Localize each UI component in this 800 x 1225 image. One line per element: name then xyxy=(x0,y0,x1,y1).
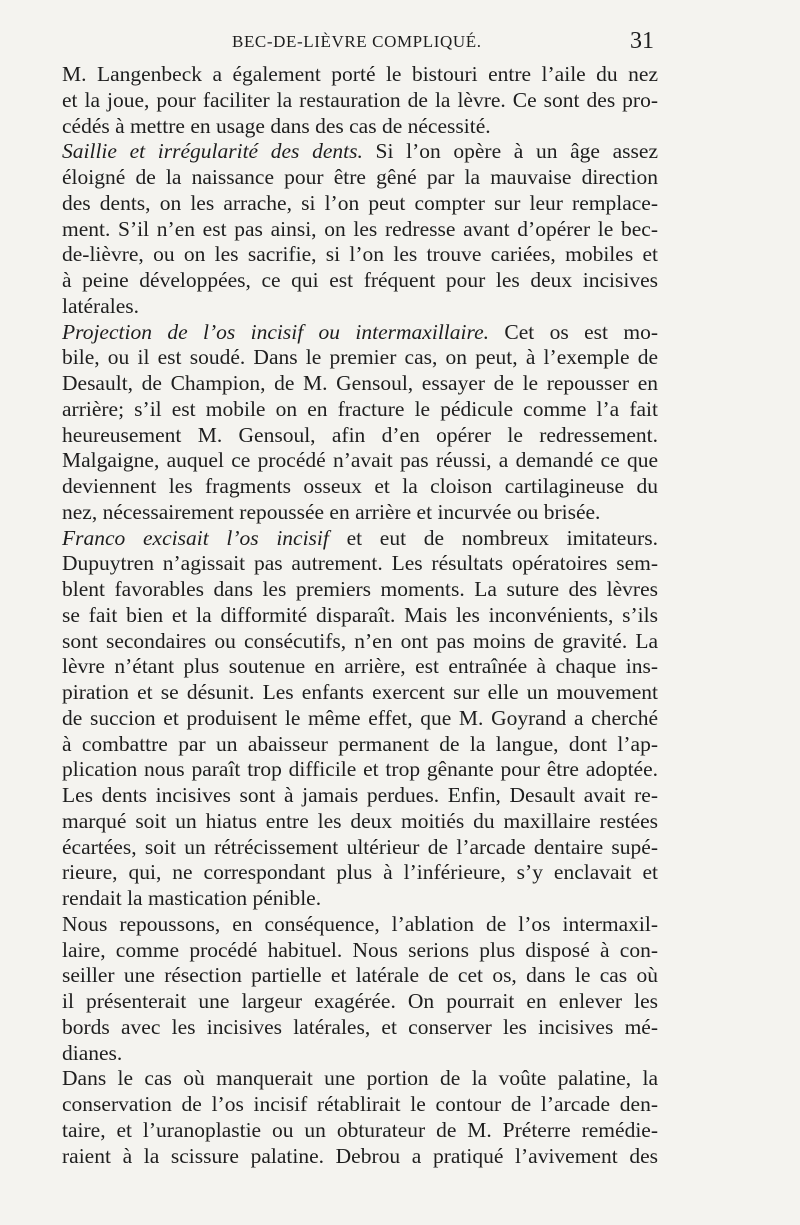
section-lead-italic: Projection de l’os incisif ou intermaxillaire. xyxy=(62,319,489,344)
line-text: à combattre par un abaisseur permanent de la langue, dont l’ap- xyxy=(62,731,658,756)
text-line xyxy=(62,1144,658,1170)
body-text xyxy=(62,62,658,1169)
line-text: cédés à mettre en usage dans des cas de nécessité. xyxy=(62,113,491,138)
text-line xyxy=(62,629,658,655)
line-text: éloigné de la naissance pour être gêné par la mauvaise direction xyxy=(62,165,658,189)
line-text: Dupuytren n’agissait pas autrement. Les résultats opératoires sem- xyxy=(62,551,658,576)
text-line xyxy=(62,62,658,88)
text-line xyxy=(62,551,658,577)
text-line xyxy=(62,732,658,758)
line-text: piration et se désunit. Les enfants exercent sur elle un mouvement xyxy=(62,680,658,704)
line-text: latérales. xyxy=(62,293,139,318)
page-number: 31 xyxy=(630,28,654,54)
text-line xyxy=(62,448,658,474)
line-text: arrière; s’il est mobile on en fracture le pédicule comme l’a fait xyxy=(62,396,658,421)
line-text: taire, et l’uranoplastie ou un obturateur de M. Préterre remédie- xyxy=(62,1117,658,1142)
text-line xyxy=(62,1118,658,1144)
line-text: des dents, on les arrache, si l’on peut compter sur leur remplace- xyxy=(62,190,658,215)
text-line xyxy=(62,242,658,268)
text-line xyxy=(62,1015,658,1041)
line-text: il présenterait une largeur exagérée. On pourrait en enlever les xyxy=(62,989,658,1013)
line-text: Les dents incisives sont à jamais perdues. Enfin, Desault avait re- xyxy=(62,783,658,807)
text-line xyxy=(62,268,658,294)
line-text: rendait la mastication pénible. xyxy=(62,886,322,910)
line-text: laire, comme procédé habituel. Nous serions plus disposé à con- xyxy=(62,937,658,962)
line-text: deviennent les fragments osseux et la cloison cartilagineuse du xyxy=(62,474,658,498)
text-line xyxy=(62,886,658,912)
line-text: de succion et produisent le même effet, que M. Goyrand a cherché xyxy=(62,705,658,730)
line-text: seiller une résection partielle et latérale de cet os, dans le cas où xyxy=(62,963,658,988)
line-text: M. Langenbeck a également porté le bistouri entre l’aile du nez xyxy=(62,62,658,86)
line-text: blent favorables dans les premiers moments. La suture des lèvres xyxy=(62,577,658,601)
text-line xyxy=(62,963,658,989)
text-line xyxy=(62,191,658,217)
line-text: Dans le cas où manquerait une portion de la voûte palatine, la xyxy=(62,1066,658,1091)
line-text: Si l’on opère à un âge assez xyxy=(362,139,658,164)
running-head xyxy=(0,28,800,58)
text-line xyxy=(62,294,658,320)
line-text: Malgaigne, auquel ce procédé n’avait pas réussi, a demandé ce que xyxy=(62,448,658,473)
line-text: nez, nécessairement repoussée en arrière et incurvée ou brisée. xyxy=(62,499,601,524)
text-line xyxy=(62,474,658,500)
line-text: à peine développées, ce qui est fréquent pour les deux incisives xyxy=(62,268,658,292)
text-line xyxy=(62,577,658,603)
line-text: sont secondaires ou consécutifs, n’en ont pas moins de gravité. La xyxy=(62,628,658,653)
line-text: ment. S’il n’en est pas ainsi, on les redresse avant d’opérer le bec- xyxy=(62,216,658,241)
text-line xyxy=(62,320,658,346)
line-text: bile, ou il est soudé. Dans le premier cas, on peut, à l’exemple de xyxy=(62,345,658,370)
line-text: marqué soit un hiatus entre les deux moitiés du maxillaire restées xyxy=(62,808,658,833)
line-text: Desault, de Champion, de M. Gensoul, essayer de le repousser en xyxy=(62,371,658,395)
section-lead-italic: Saillie et irrégularité des dents. xyxy=(62,139,363,164)
text-line xyxy=(62,757,658,783)
text-line xyxy=(62,165,658,191)
line-text: conservation de l’os incisif rétablirait le contour de l’arcade den- xyxy=(62,1092,658,1116)
text-line xyxy=(62,500,658,526)
text-line xyxy=(62,809,658,835)
text-line xyxy=(62,345,658,371)
running-title: BEC-DE-LIÈVRE COMPLIQUÉ. xyxy=(232,32,482,51)
text-line xyxy=(62,397,658,423)
line-text: Cet os est mo- xyxy=(489,319,658,344)
text-line xyxy=(62,706,658,732)
line-text: et la joue, pour faciliter la restauration de la lèvre. Ce sont des pro- xyxy=(62,87,658,112)
text-line xyxy=(62,680,658,706)
line-text: rieure, qui, ne correspondant plus à l’inférieure, s’y enclavait et xyxy=(62,860,658,885)
section-lead-italic: Franco excisait l’os incisif xyxy=(62,525,329,550)
line-text: écartées, soit un rétrécissement ultérieur de l’arcade dentaire supé- xyxy=(62,834,658,859)
line-text: raient à la scissure palatine. Debrou a pratiqué l’avivement des xyxy=(62,1143,658,1168)
text-line xyxy=(62,989,658,1015)
text-line xyxy=(62,783,658,809)
text-line xyxy=(62,912,658,938)
line-text: lèvre n’étant plus soutenue en arrière, est entraînée à chaque ins- xyxy=(62,654,658,679)
text-line xyxy=(62,217,658,243)
text-line xyxy=(62,371,658,397)
text-line xyxy=(62,1066,658,1092)
text-line xyxy=(62,1041,658,1067)
line-text: heureusement M. Gensoul, afin d’en opérer le redressement. xyxy=(62,422,658,447)
line-text: et eut de nombreux imitateurs. xyxy=(328,525,658,550)
line-text: plication nous paraît trop difficile et trop gênante pour être adoptée. xyxy=(62,757,658,782)
text-line xyxy=(62,654,658,680)
line-text: bords avec les incisives latérales, et conserver les incisives mé- xyxy=(62,1014,658,1039)
text-line xyxy=(62,835,658,861)
line-text: de-lièvre, ou on les sacrifie, si l’on les trouve cariées, mobiles et xyxy=(62,242,658,267)
text-line xyxy=(62,423,658,449)
text-line xyxy=(62,860,658,886)
text-line xyxy=(62,603,658,629)
text-line xyxy=(62,526,658,552)
text-line xyxy=(62,114,658,140)
text-line xyxy=(62,938,658,964)
line-text: dianes. xyxy=(62,1040,123,1065)
line-text: Nous repoussons, en conséquence, l’ablation de l’os intermaxil- xyxy=(62,911,658,936)
text-line xyxy=(62,88,658,114)
text-line xyxy=(62,139,658,165)
line-text: se fait bien et la difformité disparaît. Mais les inconvénients, s’ils xyxy=(62,602,658,627)
text-line xyxy=(62,1092,658,1118)
